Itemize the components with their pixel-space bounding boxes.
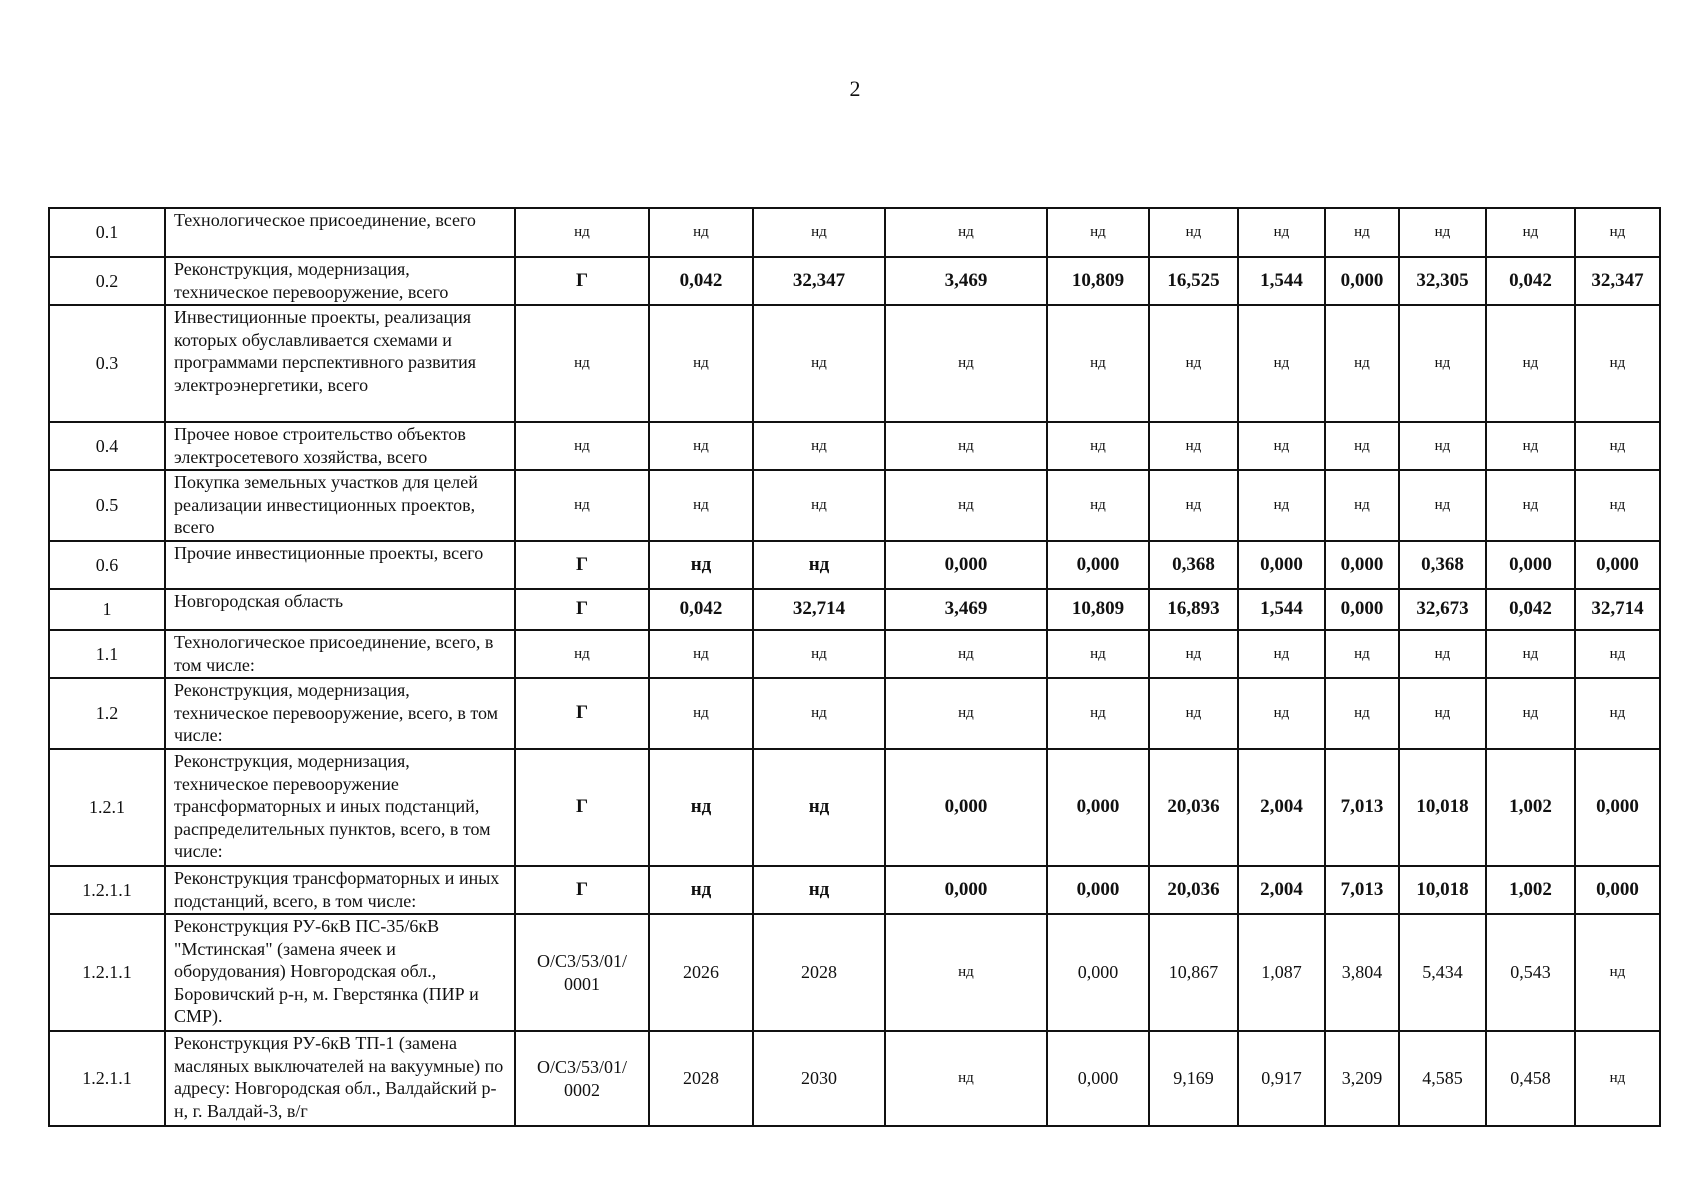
row-number: 0.1	[49, 208, 165, 257]
table-row	[49, 678, 1660, 749]
table-row	[49, 305, 1660, 422]
row-number: 1	[49, 589, 165, 630]
table-cell: 0,000	[1047, 541, 1149, 589]
table-cell: нд	[649, 630, 753, 678]
row-name: Реконструкция, модернизация, техническое перевооружение, всего	[165, 257, 515, 305]
table-cell: нд	[1399, 422, 1486, 470]
table-cell: 7,013	[1325, 866, 1399, 914]
table-cell: нд	[1399, 470, 1486, 541]
table-cell: Г	[515, 749, 649, 866]
table-cell: нд	[885, 1031, 1047, 1126]
table-cell: 0,000	[885, 749, 1047, 866]
table-cell: нд	[1149, 630, 1238, 678]
table-cell: 2,004	[1238, 866, 1325, 914]
table-row	[49, 470, 1660, 541]
table-cell: 0,000	[1047, 866, 1149, 914]
table-cell: нд	[1047, 470, 1149, 541]
table-cell: нд	[1486, 678, 1575, 749]
table-cell: нд	[753, 749, 885, 866]
table-cell: нд	[753, 541, 885, 589]
row-number: 0.3	[49, 305, 165, 422]
table-cell: нд	[753, 866, 885, 914]
table-cell: нд	[1399, 208, 1486, 257]
table-cell: нд	[1325, 470, 1399, 541]
table-cell: нд	[1399, 678, 1486, 749]
row-number: 1.1	[49, 630, 165, 678]
table-cell: 10,867	[1149, 914, 1238, 1031]
table-cell: нд	[649, 208, 753, 257]
table-cell: нд	[1149, 678, 1238, 749]
table-row	[49, 208, 1660, 257]
table-cell: нд	[1325, 422, 1399, 470]
table-cell: нд	[515, 470, 649, 541]
table-cell: Г	[515, 678, 649, 749]
row-number: 1.2	[49, 678, 165, 749]
table-cell: 7,013	[1325, 749, 1399, 866]
table-cell: 0,000	[1047, 914, 1149, 1031]
table-cell: нд	[515, 208, 649, 257]
table-cell: нд	[1238, 305, 1325, 422]
table-cell: 16,525	[1149, 257, 1238, 305]
table-cell: нд	[649, 541, 753, 589]
table-cell: нд	[885, 914, 1047, 1031]
row-name: Технологическое присоединение, всего	[165, 208, 515, 257]
table-row	[49, 257, 1660, 305]
row-number: 1.2.1.1	[49, 1031, 165, 1126]
table-body	[49, 208, 1660, 1126]
table-cell: 2028	[649, 1031, 753, 1126]
table-cell: 0,000	[1238, 541, 1325, 589]
table-cell: нд	[885, 422, 1047, 470]
table-cell: нд	[1325, 630, 1399, 678]
row-name: Реконструкция, модернизация, техническое перевооружение трансформаторных и иных подстанций, распределительных пунктов, всего, в том числе:	[165, 749, 515, 866]
table-cell: 0,543	[1486, 914, 1575, 1031]
table-row	[49, 866, 1660, 914]
table-cell: нд	[885, 208, 1047, 257]
table-cell: нд	[1575, 678, 1660, 749]
table-cell: нд	[753, 678, 885, 749]
table-cell: 0,917	[1238, 1031, 1325, 1126]
row-number: 0.5	[49, 470, 165, 541]
investment-table	[48, 207, 1661, 1127]
table-cell: 0,000	[1575, 866, 1660, 914]
table-cell: 2026	[649, 914, 753, 1031]
table-cell: нд	[1325, 678, 1399, 749]
table-cell: нд	[885, 305, 1047, 422]
row-number: 0.2	[49, 257, 165, 305]
table-cell: 1,002	[1486, 749, 1575, 866]
table-cell: нд	[649, 305, 753, 422]
table-cell: нд	[753, 630, 885, 678]
table-cell: 2028	[753, 914, 885, 1031]
row-name: Реконструкция трансформаторных и иных подстанций, всего, в том числе:	[165, 866, 515, 914]
table-cell: нд	[885, 678, 1047, 749]
table-cell: нд	[1238, 422, 1325, 470]
table-cell: Г	[515, 866, 649, 914]
table-cell: 10,809	[1047, 257, 1149, 305]
table-cell: нд	[1149, 422, 1238, 470]
table-cell: 20,036	[1149, 749, 1238, 866]
row-number: 0.6	[49, 541, 165, 589]
table-cell: нд	[753, 422, 885, 470]
table-row	[49, 422, 1660, 470]
table-cell: 4,585	[1399, 1031, 1486, 1126]
table-cell: 0,000	[1575, 749, 1660, 866]
table-cell: нд	[1399, 305, 1486, 422]
table-cell: нд	[1575, 914, 1660, 1031]
table-cell: нд	[753, 208, 885, 257]
table-cell: 0,042	[649, 589, 753, 630]
table-cell: 0,000	[1325, 589, 1399, 630]
table-cell: 10,809	[1047, 589, 1149, 630]
table-cell: нд	[1047, 305, 1149, 422]
table-cell: 10,018	[1399, 866, 1486, 914]
table-cell: нд	[1238, 630, 1325, 678]
table-cell: нд	[1047, 630, 1149, 678]
table-cell: 1,544	[1238, 257, 1325, 305]
table-cell: нд	[1238, 470, 1325, 541]
table-cell: 3,469	[885, 589, 1047, 630]
table-cell: 0,000	[1325, 541, 1399, 589]
table-cell: 32,673	[1399, 589, 1486, 630]
row-name: Реконструкция РУ-6кВ ТП-1 (замена масляных выключателей на вакуумные) по адресу: Новгородская обл., Валдайский р-н, г. Валдай-3, в/г	[165, 1031, 515, 1126]
table-cell: 10,018	[1399, 749, 1486, 866]
table-cell: 0,458	[1486, 1031, 1575, 1126]
table-cell: 32,714	[753, 589, 885, 630]
table-cell: 3,804	[1325, 914, 1399, 1031]
row-name: Технологическое присоединение, всего, в том числе:	[165, 630, 515, 678]
table-row	[49, 914, 1660, 1031]
table-cell: 32,347	[1575, 257, 1660, 305]
row-name: Инвестиционные проекты, реализация которых обуславливается схемами и программами перспективного развития электроэнергетики, всего	[165, 305, 515, 422]
table-cell: 0,042	[649, 257, 753, 305]
table-cell: нд	[753, 305, 885, 422]
table-cell: нд	[1149, 470, 1238, 541]
table-cell: Г	[515, 257, 649, 305]
table-cell: нд	[885, 470, 1047, 541]
table-cell: нд	[1575, 208, 1660, 257]
table-cell: нд	[1486, 422, 1575, 470]
table-cell: нд	[1149, 208, 1238, 257]
table-cell: 2030	[753, 1031, 885, 1126]
table-row	[49, 630, 1660, 678]
row-name: Прочее новое строительство объектов электросетевого хозяйства, всего	[165, 422, 515, 470]
table-cell: 0,042	[1486, 257, 1575, 305]
table-cell: 5,434	[1399, 914, 1486, 1031]
table-cell: 0,000	[885, 866, 1047, 914]
table-cell: 0,042	[1486, 589, 1575, 630]
table-cell: 1,087	[1238, 914, 1325, 1031]
table-cell: нд	[1047, 422, 1149, 470]
table-cell: нд	[649, 422, 753, 470]
table-cell: Г	[515, 589, 649, 630]
table-cell: O/C3/53/01/ 0002	[515, 1031, 649, 1126]
table-cell: нд	[1575, 470, 1660, 541]
table-cell: нд	[1575, 422, 1660, 470]
table-cell: Г	[515, 541, 649, 589]
table-cell: 0,000	[1047, 749, 1149, 866]
table-cell: 9,169	[1149, 1031, 1238, 1126]
table-cell: нд	[1486, 470, 1575, 541]
row-name: Прочие инвестиционные проекты, всего	[165, 541, 515, 589]
table-cell: 20,036	[1149, 866, 1238, 914]
table-cell: 32,347	[753, 257, 885, 305]
table-cell: нд	[649, 866, 753, 914]
table-row	[49, 749, 1660, 866]
table-cell: 32,714	[1575, 589, 1660, 630]
table-cell: нд	[1486, 305, 1575, 422]
table-cell: 0,000	[1486, 541, 1575, 589]
table-cell: нд	[1238, 208, 1325, 257]
row-number: 1.2.1.1	[49, 914, 165, 1031]
table-cell: нд	[515, 630, 649, 678]
table-cell: нд	[1399, 630, 1486, 678]
table-cell: нд	[1486, 208, 1575, 257]
page-number: 2	[849, 76, 861, 101]
row-name: Реконструкция, модернизация, техническое перевооружение, всего, в том числе:	[165, 678, 515, 749]
table-cell: 0,000	[1325, 257, 1399, 305]
table-cell: O/C3/53/01/ 0001	[515, 914, 649, 1031]
table-cell: 0,368	[1399, 541, 1486, 589]
table-cell: нд	[1486, 630, 1575, 678]
table-cell: нд	[515, 422, 649, 470]
row-number: 1.2.1	[49, 749, 165, 866]
table-cell: 1,002	[1486, 866, 1575, 914]
table-cell: 0,000	[1047, 1031, 1149, 1126]
table-cell: нд	[1047, 678, 1149, 749]
table-cell: нд	[649, 678, 753, 749]
table-cell: 1,544	[1238, 589, 1325, 630]
table-cell: 3,469	[885, 257, 1047, 305]
table-cell: 2,004	[1238, 749, 1325, 866]
table-row	[49, 589, 1660, 630]
table-cell: нд	[753, 470, 885, 541]
table-cell: 3,209	[1325, 1031, 1399, 1126]
table-cell: нд	[1149, 305, 1238, 422]
table-cell: 16,893	[1149, 589, 1238, 630]
row-number: 1.2.1.1	[49, 866, 165, 914]
table-cell: нд	[1575, 630, 1660, 678]
table-cell: 32,305	[1399, 257, 1486, 305]
table-cell: 0,000	[1575, 541, 1660, 589]
table-cell: нд	[649, 470, 753, 541]
table-cell: 0,000	[885, 541, 1047, 589]
table-row	[49, 1031, 1660, 1126]
table-cell: нд	[649, 749, 753, 866]
table-row	[49, 541, 1660, 589]
row-name: Новгородская область	[165, 589, 515, 630]
table-cell: нд	[885, 630, 1047, 678]
table-cell: нд	[1047, 208, 1149, 257]
table-cell: нд	[1325, 305, 1399, 422]
table-cell: нд	[1575, 1031, 1660, 1126]
table-cell: нд	[1325, 208, 1399, 257]
table-cell: нд	[1238, 678, 1325, 749]
row-name: Реконструкция РУ-6кВ ПС-35/6кВ "Мстинская" (замена ячеек и оборудования) Новгородская обл., Боровичский р-н, м. Гверстянка (ПИР и СМР).	[165, 914, 515, 1031]
table-cell: нд	[515, 305, 649, 422]
table-cell: нд	[1575, 305, 1660, 422]
row-number: 0.4	[49, 422, 165, 470]
row-name: Покупка земельных участков для целей реализации инвестиционных проектов, всего	[165, 470, 515, 541]
table-cell: 0,368	[1149, 541, 1238, 589]
